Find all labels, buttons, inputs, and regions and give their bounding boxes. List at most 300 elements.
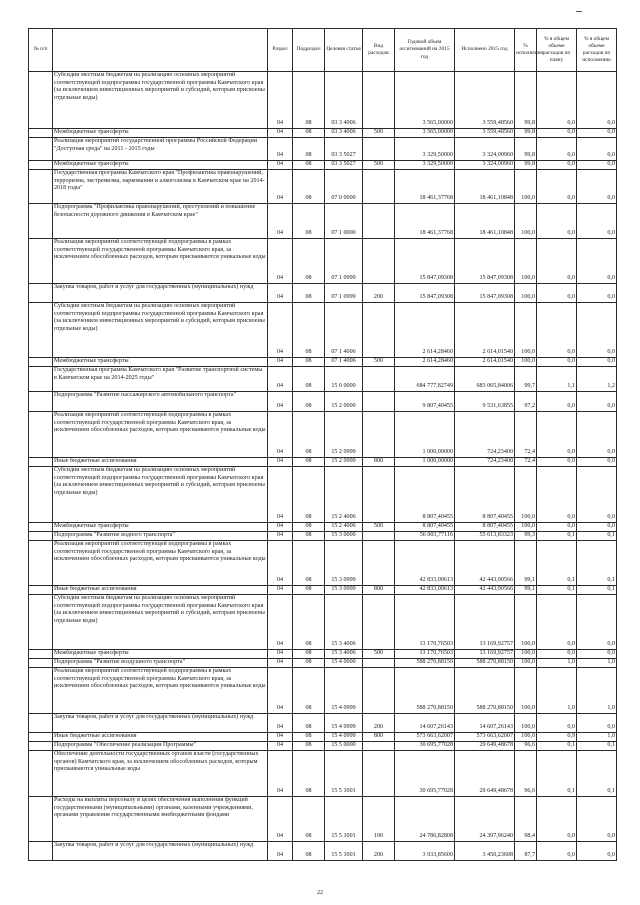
row-razdel: 04 bbox=[268, 303, 293, 358]
row-annual-plan: 3 329,50000 bbox=[395, 138, 455, 161]
row-share-plan: 0,1 bbox=[537, 742, 577, 751]
row-percent: 100,0 bbox=[515, 714, 537, 733]
row-podrazdel: 08 bbox=[293, 303, 325, 358]
table-row bbox=[29, 650, 617, 659]
row-share-plan: 0,0 bbox=[537, 412, 577, 458]
row-annual-plan: 13 170,76503 bbox=[395, 595, 455, 650]
row-expense-type: 800 bbox=[363, 458, 395, 467]
row-expense-type bbox=[363, 367, 395, 392]
row-number bbox=[29, 595, 53, 650]
row-expense-type bbox=[363, 303, 395, 358]
row-executed: 588 270,88150 bbox=[455, 668, 515, 714]
row-percent: 100,0 bbox=[515, 523, 537, 532]
table-row bbox=[29, 458, 617, 467]
row-percent: 100,0 bbox=[515, 204, 537, 239]
row-share-exec: 1,0 bbox=[577, 668, 617, 714]
header-annual-plan: Годовой объем ассигнований на 2015 год bbox=[395, 29, 455, 72]
row-podrazdel: 08 bbox=[293, 842, 325, 861]
row-razdel: 04 bbox=[268, 523, 293, 532]
page-number: 22 bbox=[317, 890, 323, 896]
row-executed: 2 614,01540 bbox=[455, 303, 515, 358]
row-name: Субсидии местным бюджетам на реализацию основных мероприятий соответствующей подпрограммы государственной программы Камчатского края (за исключением инвестиционных мероприятий и субсидий, которым присвоены отдельные коды) bbox=[53, 467, 268, 523]
row-podrazdel: 08 bbox=[293, 467, 325, 523]
row-target-article: 15 3 4006 bbox=[325, 650, 363, 659]
row-annual-plan: 15 847,09308 bbox=[395, 284, 455, 303]
row-target-article: 15 3 0999 bbox=[325, 541, 363, 586]
row-share-plan: 0,0 bbox=[537, 358, 577, 367]
row-share-plan: 0,0 bbox=[537, 170, 577, 204]
row-podrazdel: 08 bbox=[293, 72, 325, 129]
row-expense-type bbox=[363, 170, 395, 204]
row-percent: 100,0 bbox=[515, 239, 537, 284]
row-share-plan: 1,1 bbox=[537, 367, 577, 392]
header-number: № п/п bbox=[29, 29, 53, 72]
row-share-exec: 1,2 bbox=[577, 367, 617, 392]
row-podrazdel: 08 bbox=[293, 239, 325, 284]
row-name: Реализация мероприятий соответствующей подпрограммы в рамках соответствующей государственной программы Камчатского края, за исключением обособленных расходов, которым присваиваются уникальные коды bbox=[53, 668, 268, 714]
row-executed: 724,23400 bbox=[455, 412, 515, 458]
row-expense-type bbox=[363, 541, 395, 586]
row-expense-type bbox=[363, 742, 395, 751]
row-name: Межбюджетные трансферты bbox=[53, 523, 268, 532]
row-number bbox=[29, 239, 53, 284]
row-executed: 55 613,83323 bbox=[455, 532, 515, 541]
row-target-article: 07 1 0999 bbox=[325, 239, 363, 284]
row-annual-plan: 8 807,40455 bbox=[395, 467, 455, 523]
row-share-plan: 0,0 bbox=[537, 458, 577, 467]
row-podrazdel: 08 bbox=[293, 595, 325, 650]
row-share-exec: 0,0 bbox=[577, 161, 617, 170]
row-share-exec: 0,0 bbox=[577, 797, 617, 842]
table-row bbox=[29, 595, 617, 650]
row-target-article: 15 5 1001 bbox=[325, 751, 363, 797]
row-executed: 24 397,96240 bbox=[455, 797, 515, 842]
row-razdel: 04 bbox=[268, 204, 293, 239]
row-annual-plan: 588 270,88150 bbox=[395, 659, 455, 668]
row-percent: 99,1 bbox=[515, 541, 537, 586]
row-share-plan: 0,0 bbox=[537, 138, 577, 161]
row-share-exec: 0,0 bbox=[577, 358, 617, 367]
header-percent: % исполнения bbox=[515, 29, 537, 72]
row-target-article: 03 3 5027 bbox=[325, 161, 363, 170]
row-razdel: 04 bbox=[268, 412, 293, 458]
row-share-exec: 0,1 bbox=[577, 541, 617, 586]
row-target-article: 15 2 4006 bbox=[325, 467, 363, 523]
table-row bbox=[29, 412, 617, 458]
row-percent: 99,1 bbox=[515, 586, 537, 595]
row-executed: 3 559,48560 bbox=[455, 72, 515, 129]
row-target-article: 15 0 0000 bbox=[325, 367, 363, 392]
row-target-article: 15 4 0999 bbox=[325, 668, 363, 714]
row-name: Субсидии местным бюджетам на реализацию основных мероприятий соответствующей подпрограммы государственной программы Камчатского края (за исключением инвестиционных мероприятий и субсидий, которым присвоены отдельные коды) bbox=[53, 72, 268, 129]
row-share-plan: 0,0 bbox=[537, 595, 577, 650]
row-percent: 99,8 bbox=[515, 129, 537, 138]
row-razdel: 04 bbox=[268, 797, 293, 842]
row-annual-plan: 42 833,00613 bbox=[395, 586, 455, 595]
row-expense-type: 500 bbox=[363, 523, 395, 532]
row-podrazdel: 08 bbox=[293, 129, 325, 138]
row-executed: 588 270,88150 bbox=[455, 659, 515, 668]
row-target-article: 15 5 1001 bbox=[325, 842, 363, 861]
row-name: Реализация мероприятий соответствующей подпрограммы в рамках соответствующей государственной программы Камчатского края, за исключением обособленных расходов, которым присваиваются уникальные коды bbox=[53, 541, 268, 586]
table-row bbox=[29, 367, 617, 392]
row-percent: 72,4 bbox=[515, 458, 537, 467]
row-number bbox=[29, 523, 53, 532]
row-target-article: 15 3 4006 bbox=[325, 595, 363, 650]
row-target-article: 15 3 0999 bbox=[325, 586, 363, 595]
row-number bbox=[29, 714, 53, 733]
row-annual-plan: 588 270,88150 bbox=[395, 668, 455, 714]
row-executed: 15 847,09308 bbox=[455, 284, 515, 303]
row-expense-type: 100 bbox=[363, 797, 395, 842]
scan-mark bbox=[576, 11, 582, 12]
row-number bbox=[29, 650, 53, 659]
row-target-article: 03 3 5027 bbox=[325, 138, 363, 161]
row-name: Подпрограмма "Развитие воздушного транспорта" bbox=[53, 659, 268, 668]
table-row bbox=[29, 842, 617, 861]
row-razdel: 04 bbox=[268, 650, 293, 659]
row-percent: 99,8 bbox=[515, 72, 537, 129]
row-share-exec: 0,1 bbox=[577, 751, 617, 797]
row-target-article: 03 3 4006 bbox=[325, 72, 363, 129]
row-share-exec: 0,0 bbox=[577, 842, 617, 861]
row-razdel: 04 bbox=[268, 284, 293, 303]
row-expense-type: 800 bbox=[363, 733, 395, 742]
row-share-plan: 0,0 bbox=[537, 392, 577, 412]
row-razdel: 04 bbox=[268, 161, 293, 170]
row-share-plan: 0,0 bbox=[537, 797, 577, 842]
row-share-plan: 0,0 bbox=[537, 72, 577, 129]
row-podrazdel: 08 bbox=[293, 532, 325, 541]
row-share-exec: 0,1 bbox=[577, 586, 617, 595]
row-executed: 18 461,10848 bbox=[455, 204, 515, 239]
row-expense-type bbox=[363, 72, 395, 129]
row-expense-type bbox=[363, 668, 395, 714]
row-expense-type bbox=[363, 659, 395, 668]
row-target-article: 15 2 4006 bbox=[325, 523, 363, 532]
row-percent: 100,0 bbox=[515, 668, 537, 714]
row-expense-type bbox=[363, 204, 395, 239]
table-row bbox=[29, 714, 617, 733]
budget-execution-table bbox=[28, 28, 617, 861]
row-razdel: 04 bbox=[268, 392, 293, 412]
row-name: Государственная программа Камчатского края "Развитие транспортной системы в Камчатском крае на 2014-2025 годы" bbox=[53, 367, 268, 392]
row-number bbox=[29, 138, 53, 161]
row-expense-type bbox=[363, 138, 395, 161]
row-razdel: 04 bbox=[268, 72, 293, 129]
row-target-article: 15 4 0999 bbox=[325, 714, 363, 733]
row-annual-plan: 3 329,50000 bbox=[395, 161, 455, 170]
row-name: Подпрограмма "Обеспечение реализации Программы" bbox=[53, 742, 268, 751]
table-row bbox=[29, 797, 617, 842]
row-executed: 683 065,84006 bbox=[455, 367, 515, 392]
row-share-exec: 0,0 bbox=[577, 303, 617, 358]
row-expense-type: 500 bbox=[363, 650, 395, 659]
row-expense-type: 800 bbox=[363, 586, 395, 595]
row-share-exec: 0,1 bbox=[577, 742, 617, 751]
table-row bbox=[29, 161, 617, 170]
table-row bbox=[29, 392, 617, 412]
header-razdel: Раздел bbox=[268, 29, 293, 72]
row-executed: 18 461,10848 bbox=[455, 170, 515, 204]
row-name: Закупка товаров, работ и услуг для государственных (муниципальных) нужд bbox=[53, 284, 268, 303]
row-percent: 97,2 bbox=[515, 392, 537, 412]
row-executed: 724,23400 bbox=[455, 458, 515, 467]
row-target-article: 07 1 0999 bbox=[325, 284, 363, 303]
row-number bbox=[29, 129, 53, 138]
row-number bbox=[29, 668, 53, 714]
row-percent: 100,0 bbox=[515, 358, 537, 367]
row-share-plan: 0,0 bbox=[537, 842, 577, 861]
row-number bbox=[29, 541, 53, 586]
row-percent: 100,0 bbox=[515, 284, 537, 303]
row-name: Подпрограмма "Профилактика правонарушений, преступлений и повышение безопасности дорожного движения в Камчатском крае" bbox=[53, 204, 268, 239]
header-podrazdel: Подраздел bbox=[293, 29, 325, 72]
row-annual-plan: 18 461,37768 bbox=[395, 170, 455, 204]
row-annual-plan: 2 614,28460 bbox=[395, 303, 455, 358]
row-share-exec: 0,0 bbox=[577, 458, 617, 467]
row-percent: 99,7 bbox=[515, 367, 537, 392]
row-number bbox=[29, 358, 53, 367]
row-expense-type: 500 bbox=[363, 161, 395, 170]
row-target-article: 03 3 4006 bbox=[325, 129, 363, 138]
row-podrazdel: 08 bbox=[293, 751, 325, 797]
row-expense-type: 500 bbox=[363, 129, 395, 138]
row-share-plan: 0,0 bbox=[537, 523, 577, 532]
row-share-exec: 0,0 bbox=[577, 523, 617, 532]
row-annual-plan: 2 614,28460 bbox=[395, 358, 455, 367]
row-name: Реализация мероприятий соответствующей подпрограммы в рамках соответствующей государственной программы Камчатского края, за исключением обособленных расходов, которым присваиваются уникальные коды bbox=[53, 239, 268, 284]
row-podrazdel: 08 bbox=[293, 797, 325, 842]
row-razdel: 04 bbox=[268, 467, 293, 523]
row-razdel: 04 bbox=[268, 367, 293, 392]
row-number bbox=[29, 204, 53, 239]
row-executed: 9 531,63855 bbox=[455, 392, 515, 412]
row-target-article: 07 0 0000 bbox=[325, 170, 363, 204]
row-number bbox=[29, 458, 53, 467]
row-expense-type: 200 bbox=[363, 842, 395, 861]
row-razdel: 04 bbox=[268, 714, 293, 733]
row-podrazdel: 08 bbox=[293, 204, 325, 239]
row-podrazdel: 08 bbox=[293, 586, 325, 595]
row-share-plan: 0,0 bbox=[537, 129, 577, 138]
row-number bbox=[29, 586, 53, 595]
table-row bbox=[29, 733, 617, 742]
row-name: Субсидии местным бюджетам на реализацию основных мероприятий соответствующей подпрограммы государственной программы Камчатского края (за исключением инвестиционных мероприятий и субсидий, которым присвоены отдельные коды) bbox=[53, 303, 268, 358]
row-name: Расходы на выплаты персоналу в целях обеспечения выполнения функций государственными (муниципальными) органами, казенными учреждениями, органами управления государственными внебюджетными фондами bbox=[53, 797, 268, 842]
row-executed: 29 649,48678 bbox=[455, 742, 515, 751]
row-podrazdel: 08 bbox=[293, 392, 325, 412]
row-podrazdel: 08 bbox=[293, 650, 325, 659]
row-executed: 3 450,23608 bbox=[455, 842, 515, 861]
row-annual-plan: 8 807,40455 bbox=[395, 523, 455, 532]
header-name bbox=[53, 29, 268, 72]
row-name: Межбюджетные трансферты bbox=[53, 358, 268, 367]
row-number bbox=[29, 284, 53, 303]
row-executed: 3 324,00960 bbox=[455, 138, 515, 161]
table-header-row bbox=[29, 29, 617, 72]
table-row bbox=[29, 138, 617, 161]
row-annual-plan: 3 933,85600 bbox=[395, 842, 455, 861]
document-page bbox=[28, 28, 616, 861]
row-annual-plan: 24 786,82808 bbox=[395, 797, 455, 842]
row-percent: 99,8 bbox=[515, 138, 537, 161]
row-share-plan: 0,0 bbox=[537, 303, 577, 358]
row-number bbox=[29, 170, 53, 204]
row-razdel: 04 bbox=[268, 595, 293, 650]
row-razdel: 04 bbox=[268, 138, 293, 161]
table-row bbox=[29, 204, 617, 239]
row-share-plan: 0,0 bbox=[537, 204, 577, 239]
row-executed: 13 169,92757 bbox=[455, 650, 515, 659]
row-executed: 42 443,90566 bbox=[455, 541, 515, 586]
row-share-exec: 0,0 bbox=[577, 170, 617, 204]
row-expense-type bbox=[363, 392, 395, 412]
row-annual-plan: 3 565,00000 bbox=[395, 72, 455, 129]
row-annual-plan: 13 170,76503 bbox=[395, 650, 455, 659]
row-annual-plan: 1 000,00000 bbox=[395, 458, 455, 467]
row-executed: 15 847,09308 bbox=[455, 239, 515, 284]
header-expense-type: Вид расходов bbox=[363, 29, 395, 72]
row-name: Закупка товаров, работ и услуг для государственных (муниципальных) нужд bbox=[53, 714, 268, 733]
row-number bbox=[29, 842, 53, 861]
row-name: Межбюджетные трансферты bbox=[53, 129, 268, 138]
row-annual-plan: 18 461,37768 bbox=[395, 204, 455, 239]
row-share-exec: 1,0 bbox=[577, 659, 617, 668]
header-share-exec: % в общем объеме расходов по исполнению bbox=[577, 29, 617, 72]
row-podrazdel: 08 bbox=[293, 668, 325, 714]
row-share-plan: 0,1 bbox=[537, 586, 577, 595]
row-executed: 2 614,01540 bbox=[455, 358, 515, 367]
row-target-article: 15 4 0000 bbox=[325, 659, 363, 668]
row-percent: 98,4 bbox=[515, 797, 537, 842]
row-razdel: 04 bbox=[268, 742, 293, 751]
table-row bbox=[29, 129, 617, 138]
row-executed: 8 807,40455 bbox=[455, 523, 515, 532]
row-percent: 99,3 bbox=[515, 532, 537, 541]
row-annual-plan: 30 695,77028 bbox=[395, 751, 455, 797]
header-executed: Исполнено 2015 год bbox=[455, 29, 515, 72]
row-expense-type bbox=[363, 467, 395, 523]
table-row bbox=[29, 72, 617, 129]
row-target-article: 15 5 0000 bbox=[325, 742, 363, 751]
table-row bbox=[29, 358, 617, 367]
row-number bbox=[29, 412, 53, 458]
row-executed: 3 324,00960 bbox=[455, 161, 515, 170]
row-share-exec: 0,0 bbox=[577, 72, 617, 129]
row-podrazdel: 08 bbox=[293, 659, 325, 668]
table-body bbox=[29, 72, 617, 861]
row-annual-plan: 3 565,00000 bbox=[395, 129, 455, 138]
row-percent: 99,8 bbox=[515, 161, 537, 170]
row-percent: 100,0 bbox=[515, 733, 537, 742]
row-target-article: 07 1 0000 bbox=[325, 204, 363, 239]
row-name: Межбюджетные трансферты bbox=[53, 650, 268, 659]
row-number bbox=[29, 303, 53, 358]
row-annual-plan: 30 695,77028 bbox=[395, 742, 455, 751]
row-razdel: 04 bbox=[268, 239, 293, 284]
row-expense-type bbox=[363, 532, 395, 541]
row-name: Реализация мероприятий государственной программы Российской Федерации "Доступная среда" на 2011 - 2015 годы bbox=[53, 138, 268, 161]
row-share-plan: 0,0 bbox=[537, 284, 577, 303]
row-share-exec: 0,0 bbox=[577, 138, 617, 161]
table-row bbox=[29, 467, 617, 523]
table-row bbox=[29, 659, 617, 668]
table-row bbox=[29, 586, 617, 595]
row-percent: 100,0 bbox=[515, 303, 537, 358]
row-annual-plan: 56 003,77116 bbox=[395, 532, 455, 541]
row-podrazdel: 08 bbox=[293, 161, 325, 170]
row-target-article: 15 3 0000 bbox=[325, 532, 363, 541]
row-podrazdel: 08 bbox=[293, 523, 325, 532]
row-podrazdel: 08 bbox=[293, 541, 325, 586]
row-share-exec: 1,0 bbox=[577, 733, 617, 742]
row-name: Обеспечение деятельности государственных органов власти (государственных органов) Камчатского края, за исключением обособленных расходов, которым присваиваются уникальные коды bbox=[53, 751, 268, 797]
row-target-article: 15 2 0999 bbox=[325, 412, 363, 458]
header-share-plan: % в общем объеме расходов по плану bbox=[537, 29, 577, 72]
row-expense-type bbox=[363, 412, 395, 458]
row-percent: 87,7 bbox=[515, 842, 537, 861]
row-razdel: 04 bbox=[268, 751, 293, 797]
row-share-plan: 0,0 bbox=[537, 714, 577, 733]
row-name: Реализация мероприятий соответствующей подпрограммы в рамках соответствующей государственной программы Камчатского края, за исключением обособленных расходов, которым присваиваются уникальные коды bbox=[53, 412, 268, 458]
row-executed: 3 559,48560 bbox=[455, 129, 515, 138]
table-row bbox=[29, 284, 617, 303]
table-row bbox=[29, 668, 617, 714]
row-share-exec: 0,0 bbox=[577, 412, 617, 458]
row-executed: 13 169,92757 bbox=[455, 595, 515, 650]
table-row bbox=[29, 303, 617, 358]
row-expense-type bbox=[363, 239, 395, 284]
row-podrazdel: 08 bbox=[293, 714, 325, 733]
row-name: Государственная программа Камчатского края "Профилактика правонарушений, терроризма, экстремизма, наркомании и алкоголизма в Камчатском крае на 2014-2018 годы" bbox=[53, 170, 268, 204]
row-podrazdel: 08 bbox=[293, 284, 325, 303]
table-row bbox=[29, 523, 617, 532]
row-percent: 100,0 bbox=[515, 650, 537, 659]
row-number bbox=[29, 797, 53, 842]
row-razdel: 04 bbox=[268, 668, 293, 714]
row-share-plan: 0,9 bbox=[537, 733, 577, 742]
row-share-exec: 0,0 bbox=[577, 129, 617, 138]
row-target-article: 15 2 0000 bbox=[325, 392, 363, 412]
row-number bbox=[29, 659, 53, 668]
row-target-article: 15 4 0999 bbox=[325, 733, 363, 742]
row-expense-type: 200 bbox=[363, 714, 395, 733]
row-razdel: 04 bbox=[268, 458, 293, 467]
row-share-plan: 1,0 bbox=[537, 668, 577, 714]
row-executed: 42 443,90566 bbox=[455, 586, 515, 595]
row-razdel: 04 bbox=[268, 532, 293, 541]
row-name: Межбюджетные трансферты bbox=[53, 161, 268, 170]
row-share-exec: 0,0 bbox=[577, 392, 617, 412]
row-podrazdel: 08 bbox=[293, 742, 325, 751]
row-number bbox=[29, 733, 53, 742]
row-name: Субсидии местным бюджетам на реализацию основных мероприятий соответствующей подпрограммы государственной программы Камчатского края (за исключением инвестиционных мероприятий и субсидий, которым присвоены отдельные коды) bbox=[53, 595, 268, 650]
row-razdel: 04 bbox=[268, 842, 293, 861]
row-share-exec: 0,0 bbox=[577, 595, 617, 650]
row-target-article: 15 5 1001 bbox=[325, 797, 363, 842]
row-podrazdel: 08 bbox=[293, 458, 325, 467]
row-name: Закупка товаров, работ и услуг для государственных (муниципальных) нужд bbox=[53, 842, 268, 861]
row-share-exec: 0,0 bbox=[577, 714, 617, 733]
row-share-plan: 0,0 bbox=[537, 467, 577, 523]
table-row bbox=[29, 541, 617, 586]
row-razdel: 04 bbox=[268, 733, 293, 742]
row-share-plan: 0,0 bbox=[537, 161, 577, 170]
row-share-exec: 0,1 bbox=[577, 532, 617, 541]
row-number bbox=[29, 532, 53, 541]
row-podrazdel: 08 bbox=[293, 358, 325, 367]
